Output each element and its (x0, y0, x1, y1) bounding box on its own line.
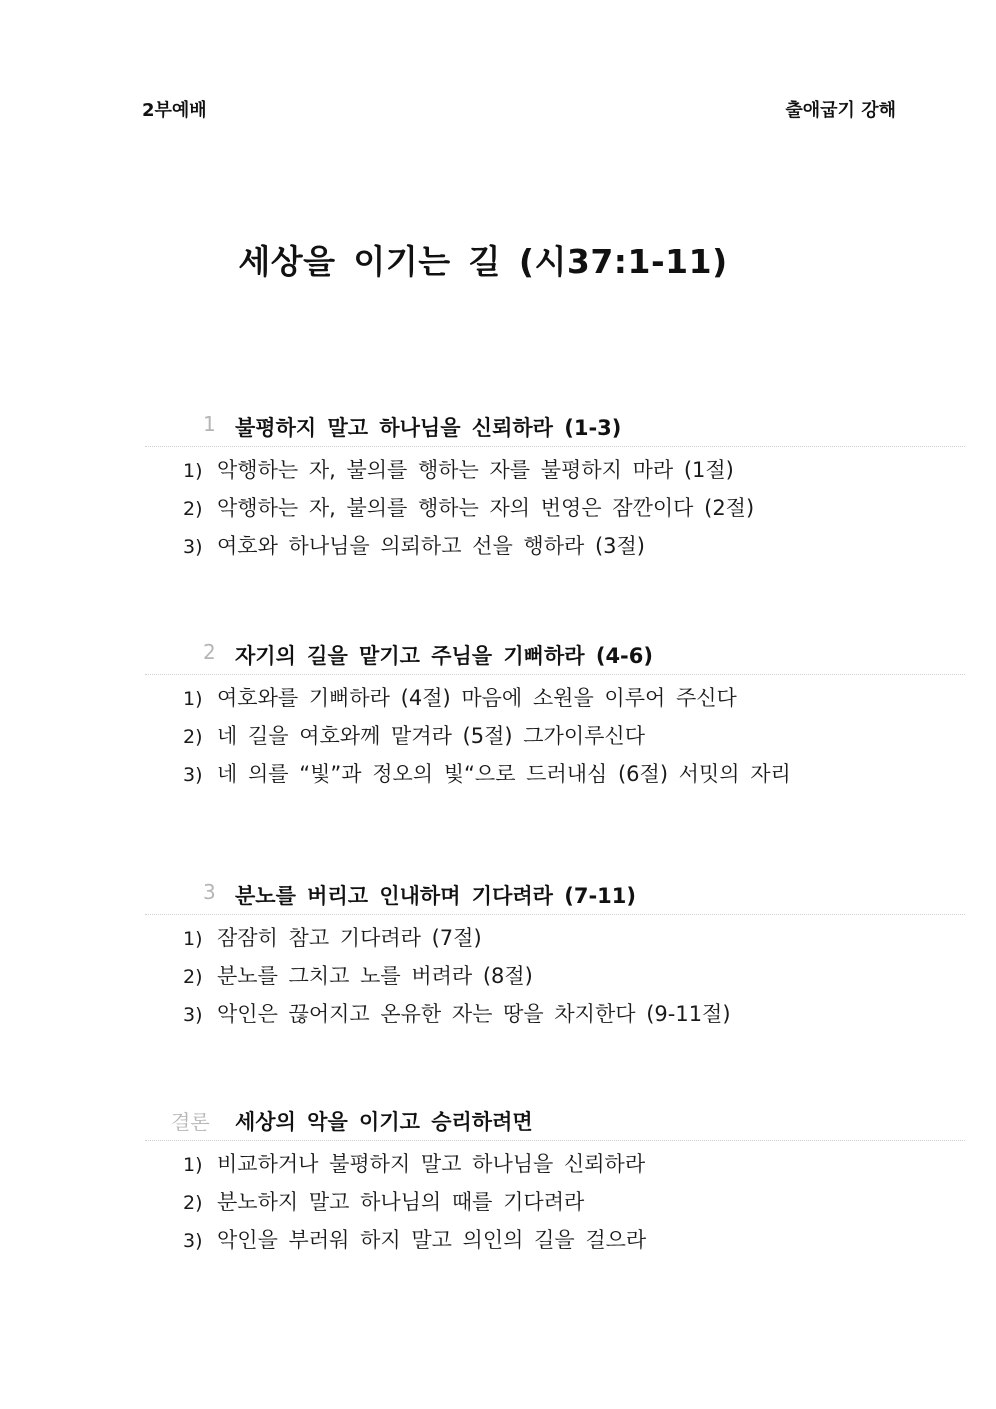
section-number: 2 (203, 640, 216, 664)
item-text: 비교하거나 불평하지 말고 하나님을 신뢰하라 (217, 1152, 646, 1176)
item-text: 분노를 그치고 노를 버려라 (8절) (217, 964, 533, 988)
item-number: 2) (183, 1192, 203, 1214)
section-number: 1 (203, 412, 216, 436)
point-list (145, 451, 965, 565)
list-item (145, 755, 965, 793)
item-number: 1) (183, 460, 203, 482)
section-1 (145, 412, 965, 565)
item-text: 네 길을 여호와께 맡겨라 (5절) 그가이루신다 (217, 724, 645, 748)
service-label: 2부예배 (142, 100, 207, 121)
item-text: 분노하지 말고 하나님의 때를 기다려라 (217, 1190, 585, 1214)
item-text: 악행하는 자, 불의를 행하는 자를 불평하지 마라 (1절) (217, 458, 734, 482)
item-number: 3) (183, 1230, 203, 1252)
list-item (145, 919, 965, 957)
list-item (145, 451, 965, 489)
list-item (145, 1183, 965, 1221)
point-list (145, 1145, 965, 1259)
item-number: 2) (183, 966, 203, 988)
section-number: 3 (203, 880, 216, 904)
item-number: 3) (183, 764, 203, 786)
section-title: 세상의 악을 이기고 승리하려면 (235, 1110, 533, 1134)
item-number: 1) (183, 928, 203, 950)
section-2 (145, 640, 965, 793)
section-title: 분노를 버리고 인내하며 기다려라 (7-11) (235, 884, 636, 908)
section-heading (145, 880, 965, 915)
section-heading (145, 412, 965, 447)
section-heading (145, 1106, 965, 1141)
item-number: 2) (183, 498, 203, 520)
item-number: 1) (183, 1154, 203, 1176)
item-number: 1) (183, 688, 203, 710)
item-text: 악인은 끊어지고 온유한 자는 땅을 차지한다 (9-11절) (217, 1002, 731, 1026)
item-text: 악행하는 자, 불의를 행하는 자의 번영은 잠깐이다 (2절) (217, 496, 755, 520)
section-title: 불평하지 말고 하나님을 신뢰하라 (1-3) (235, 416, 622, 440)
list-item (145, 1145, 965, 1183)
item-number: 2) (183, 726, 203, 748)
item-text: 잠잠히 참고 기다려라 (7절) (217, 926, 482, 950)
section-3 (145, 880, 965, 1033)
item-number: 3) (183, 536, 203, 558)
list-item (145, 489, 965, 527)
point-list (145, 919, 965, 1033)
item-text: 여호와를 기뻐하라 (4절) 마음에 소원을 이루어 주신다 (217, 686, 737, 710)
point-list (145, 679, 965, 793)
sermon-title: 세상을 이기는 길 (시37:1-11) (238, 242, 728, 281)
item-text: 여호와 하나님을 의뢰하고 선을 행하라 (3절) (217, 534, 645, 558)
item-text: 악인을 부러워 하지 말고 의인의 길을 걸으라 (217, 1228, 647, 1252)
list-item (145, 957, 965, 995)
list-item (145, 717, 965, 755)
section-number: 결론 (171, 1110, 210, 1134)
list-item (145, 1221, 965, 1259)
section-title: 자기의 길을 맡기고 주님을 기뻐하라 (4-6) (235, 644, 653, 668)
list-item (145, 995, 965, 1033)
item-number: 3) (183, 1004, 203, 1026)
section-conclusion (145, 1106, 965, 1259)
section-heading (145, 640, 965, 675)
item-text: 네 의를 “빛”과 정오의 빛“으로 드러내심 (6절) 서밋의 자리 (217, 762, 791, 786)
series-label: 출애굽기 강해 (785, 100, 896, 121)
list-item (145, 527, 965, 565)
list-item (145, 679, 965, 717)
